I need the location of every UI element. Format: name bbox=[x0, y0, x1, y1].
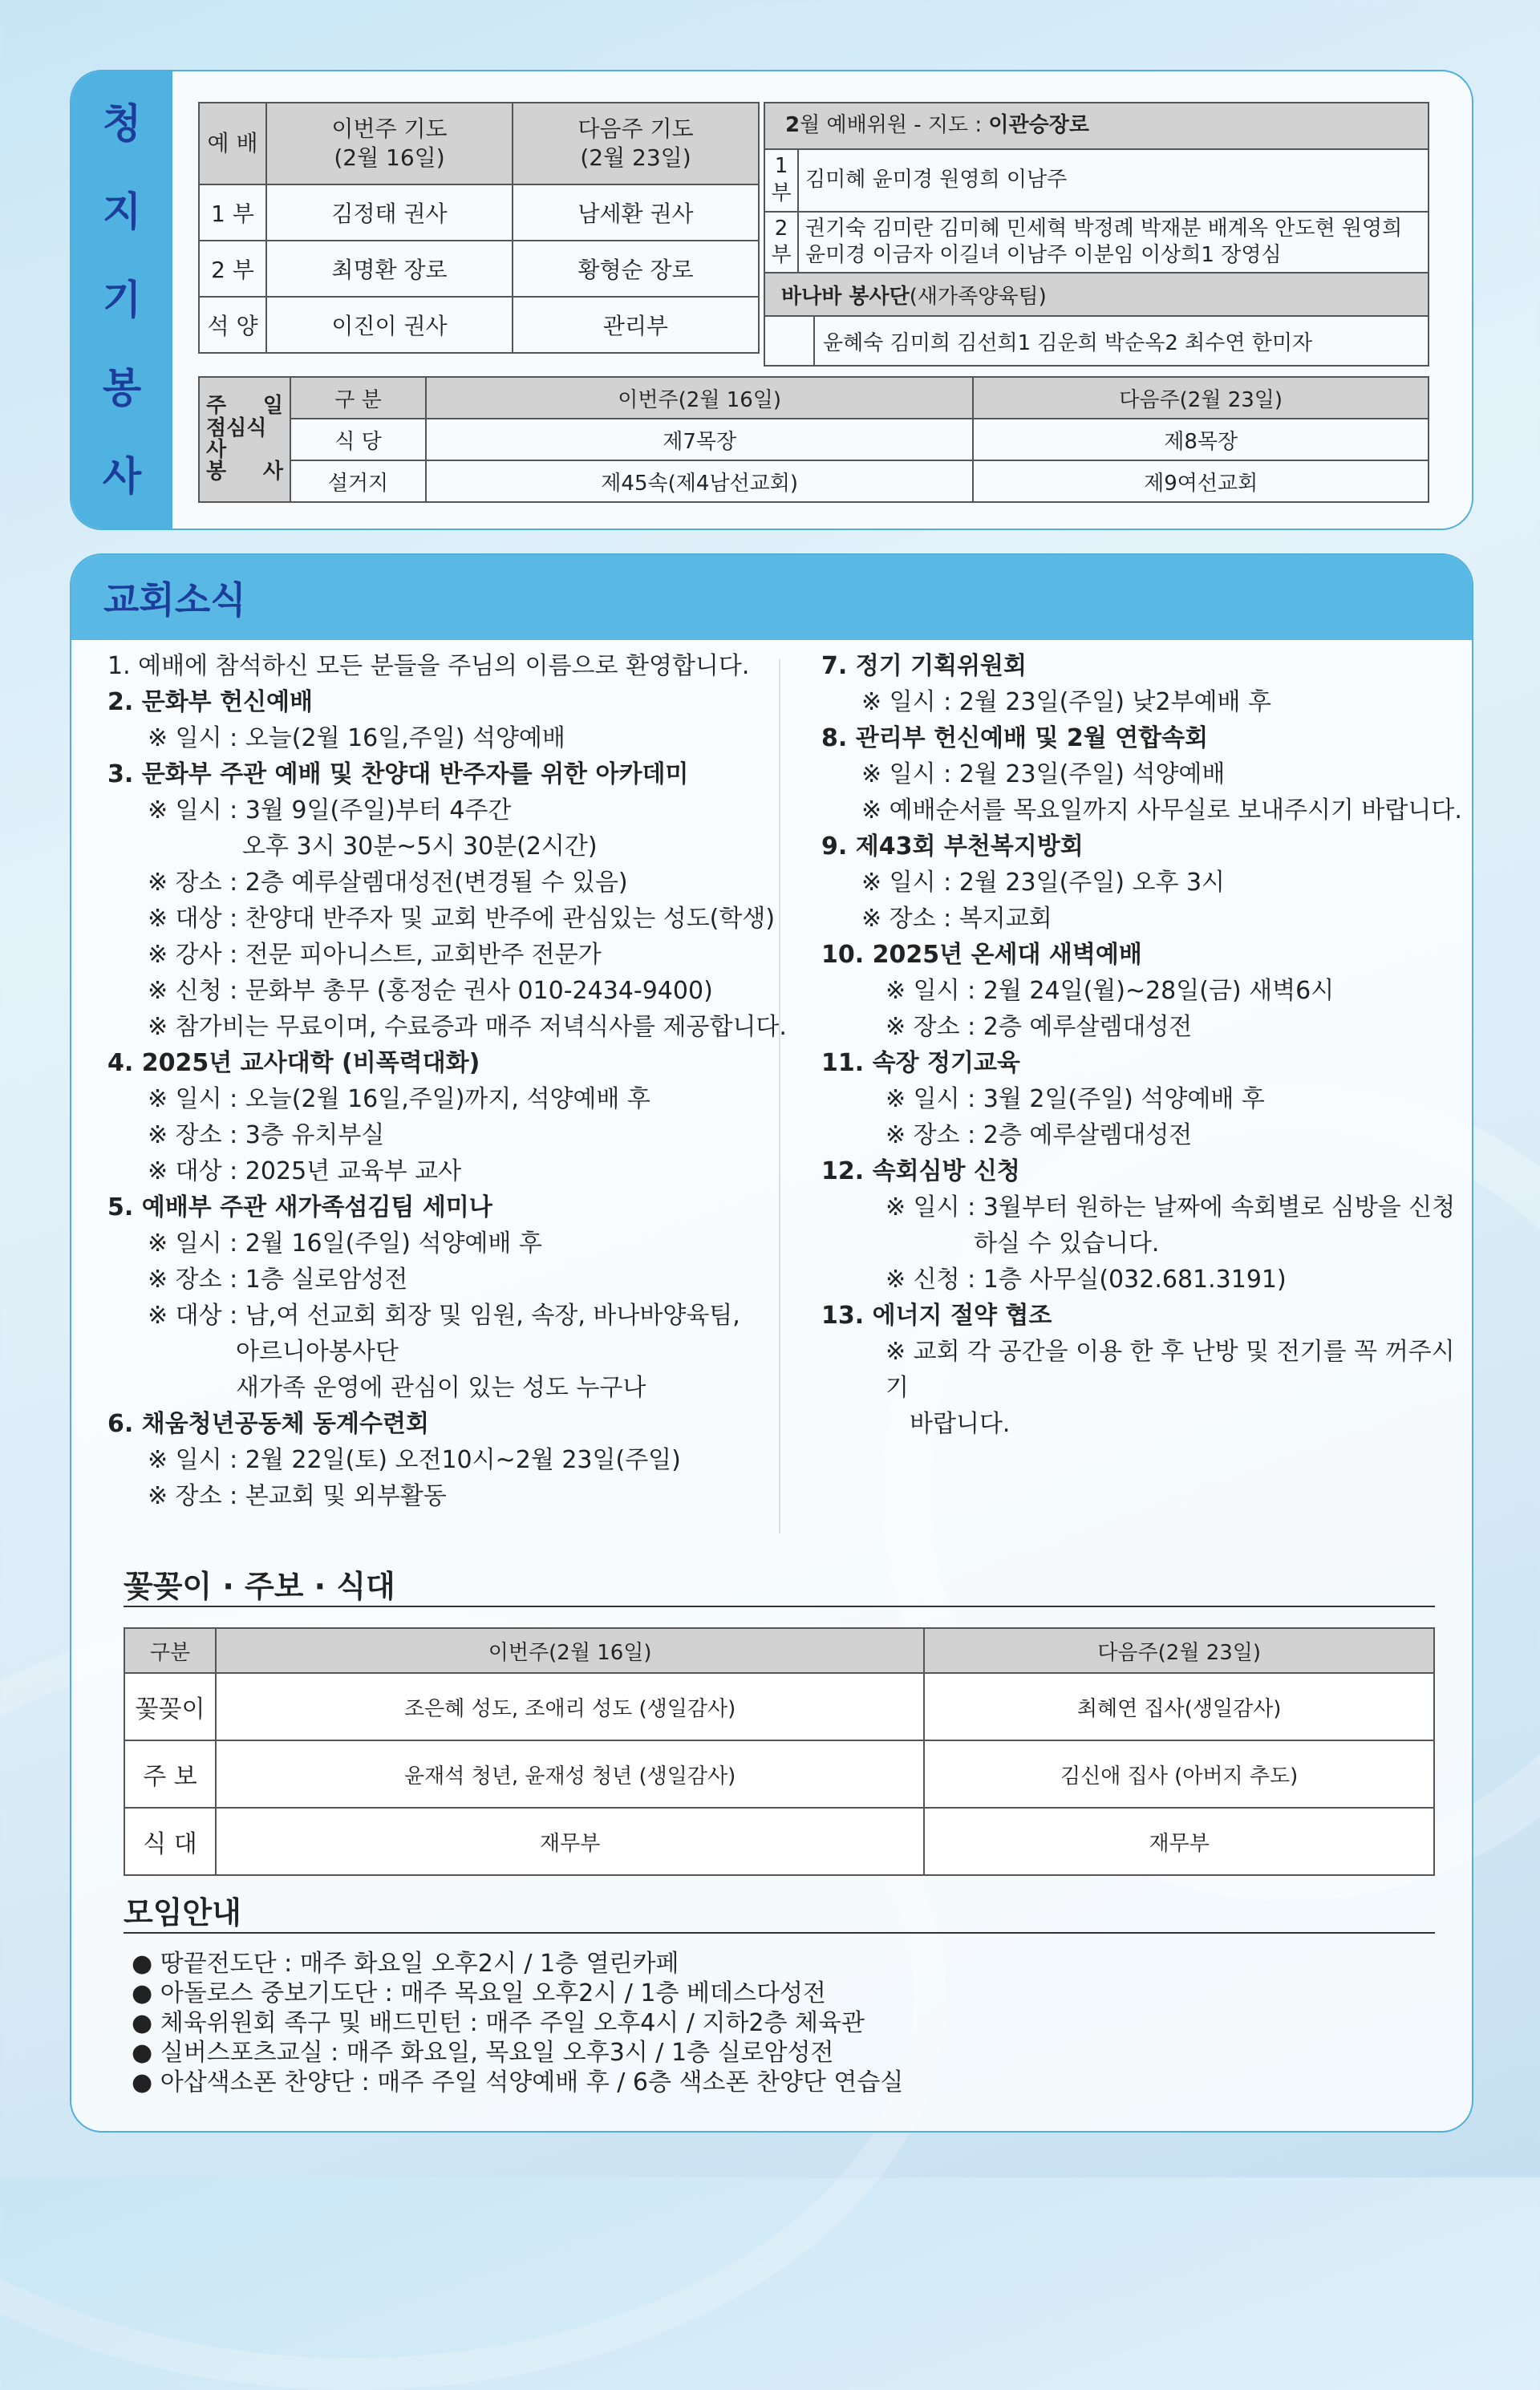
news-item-heading: 12. 속회심방 신청 bbox=[821, 1157, 1020, 1185]
table-cell: 식 당 bbox=[290, 419, 426, 460]
title-leader: 이관승장로 bbox=[988, 113, 1089, 138]
side-title-char: 지 bbox=[102, 188, 142, 235]
meetings-list bbox=[132, 1949, 903, 2097]
table-row bbox=[764, 212, 1429, 274]
service-number: 2부 bbox=[764, 212, 798, 274]
news-item-line: ※ 신청 : 1층 사무실(032.681.3191) bbox=[886, 1266, 1287, 1294]
table-header-row bbox=[199, 103, 759, 184]
table-row bbox=[199, 460, 1429, 502]
table-cell: 최명환 장로 bbox=[266, 241, 513, 297]
banaba-title-text: 바나바 봉사단 bbox=[781, 284, 910, 309]
news-item-heading: 2. 문화부 헌신예배 bbox=[107, 688, 314, 716]
news-item-heading: 10. 2025년 온세대 새벽예배 bbox=[821, 941, 1142, 969]
table-cell: 제7목장 bbox=[426, 419, 973, 460]
news-header bbox=[71, 555, 1472, 640]
table-header-row bbox=[199, 377, 1429, 419]
title-month: 2 bbox=[785, 113, 800, 138]
table-cell: 김신애 집사 (아버지 추도) bbox=[924, 1740, 1434, 1808]
news-title: 교회소식 bbox=[103, 578, 246, 622]
table-row bbox=[199, 184, 759, 241]
side-title-char: 봉 bbox=[102, 365, 142, 411]
banaba-title bbox=[764, 273, 1429, 316]
table-cell: 꽃꽂이 bbox=[124, 1673, 216, 1740]
news-item-line: ※ 장소 : 본교회 및 외부활동 bbox=[148, 1482, 447, 1510]
table-cell: 석 양 bbox=[199, 297, 266, 353]
table-header: 구 분 bbox=[290, 377, 426, 419]
table-header-row bbox=[764, 273, 1429, 316]
news-item-line: 바랍니다. bbox=[910, 1410, 1011, 1438]
news-item-line: ※ 일시 : 2월 24일(월)~28일(금) 새벽6시 bbox=[886, 977, 1335, 1005]
news-item-line: ※ 대상 : 찬양대 반주자 및 교회 반주에 관심있는 성도(학생) bbox=[148, 905, 776, 933]
list-item: ● 실버스포츠교실 : 매주 화요일, 목요일 오후3시 / 1층 실로암성전 bbox=[132, 2038, 903, 2068]
table-cell: 이진이 권사 bbox=[266, 297, 513, 353]
table-cell: 재무부 bbox=[216, 1808, 924, 1875]
news-item-heading: 13. 에너지 절약 협조 bbox=[821, 1302, 1052, 1330]
table-row bbox=[199, 297, 759, 353]
table-header: 다음주 기도 (2월 23일) bbox=[513, 103, 759, 184]
title-text: 월 예배위원 - 지도 : bbox=[800, 113, 989, 138]
table-cell: 제8목장 bbox=[973, 419, 1429, 460]
table-row bbox=[124, 1673, 1434, 1740]
worship-committee-table bbox=[764, 102, 1429, 274]
news-item-line: ※ 일시 : 2월 23일(주일) 낮2부예배 후 bbox=[861, 688, 1271, 716]
news-item-line: 1. 예배에 참석하신 모든 분들을 주님의 이름으로 환영합니다. bbox=[107, 652, 750, 680]
news-item-line: ※ 일시 : 3월 2일(주일) 석양예배 후 bbox=[886, 1085, 1265, 1113]
prayer-table bbox=[198, 102, 760, 354]
news-item-line: ※ 대상 : 2025년 교육부 교사 bbox=[148, 1157, 462, 1185]
table-cell: 제45속(제4남선교회) bbox=[426, 460, 973, 502]
list-item: ● 땅끝전도단 : 매주 화요일 오후2시 / 1층 열린카페 bbox=[132, 1949, 903, 1979]
banaba-team-table bbox=[764, 272, 1429, 367]
table-row bbox=[124, 1740, 1434, 1808]
table-row bbox=[764, 316, 1429, 366]
news-item-line: 오후 3시 30분~5시 30분(2시간) bbox=[242, 832, 598, 861]
label-line: 봉 사 bbox=[206, 460, 283, 484]
news-item-line: ※ 교회 각 공간을 이용 한 후 난방 및 전기를 꼭 꺼주시기 bbox=[886, 1338, 1455, 1402]
news-item-line: ※ 장소 : 2층 예루살렘대성전 bbox=[886, 1013, 1193, 1041]
table-cell: 재무부 bbox=[924, 1808, 1434, 1875]
news-item-line: 아르니아봉사단 bbox=[236, 1338, 399, 1366]
news-item-line: ※ 일시 : 2월 23일(주일) 석양예배 bbox=[861, 760, 1226, 788]
table-row bbox=[199, 419, 1429, 460]
news-item-heading: 7. 정기 기획위원회 bbox=[821, 652, 1027, 680]
news-item-heading: 3. 문화부 주관 예배 및 찬양대 반주자를 위한 아카데미 bbox=[107, 760, 689, 788]
member-names: 윤혜숙 김미희 김선희1 김운희 박순옥2 최수연 한미자 bbox=[814, 316, 1429, 366]
table-cell: 조은혜 성도, 조애리 성도 (생일감사) bbox=[216, 1673, 924, 1740]
news-item-heading: 9. 제43회 부천복지방회 bbox=[821, 832, 1084, 861]
news-item-heading: 6. 채움청년공동체 동계수련회 bbox=[107, 1410, 429, 1438]
table-cell: 황형순 장로 bbox=[513, 241, 759, 297]
table-cell: 제9여선교회 bbox=[973, 460, 1429, 502]
worship-committee-title bbox=[764, 103, 1429, 149]
news-item-heading: 5. 예배부 주관 새가족섬김팀 세미나 bbox=[107, 1193, 492, 1221]
news-item-heading: 8. 관리부 헌신예배 및 2월 연합속회 bbox=[821, 724, 1209, 752]
table-cell: 식 대 bbox=[124, 1808, 216, 1875]
flower-section-title: 꽃꽂이 · 주보 · 식대 bbox=[124, 1569, 395, 1604]
news-left-column bbox=[107, 648, 813, 1514]
table-cell: 설거지 bbox=[290, 460, 426, 502]
side-title-bar bbox=[71, 71, 172, 529]
news-item-line: ※ 장소 : 2층 예루살렘대성전 bbox=[886, 1121, 1193, 1149]
label-line: 주 일 bbox=[206, 394, 283, 419]
table-header: 이번주(2월 16일) bbox=[426, 377, 973, 419]
table-header-row bbox=[124, 1628, 1434, 1673]
news-item-heading: 4. 2025년 교사대학 (비폭력대화) bbox=[107, 1049, 480, 1077]
list-item: ● 아삽색소폰 찬양단 : 매주 주일 석양예배 후 / 6층 색소폰 찬양단 연습실 bbox=[132, 2068, 903, 2097]
table-cell: 주 보 bbox=[124, 1740, 216, 1808]
news-item-line: ※ 신청 : 문화부 총무 (홍정순 권사 010-2434-9400) bbox=[148, 977, 713, 1005]
table-cell: 1 부 bbox=[199, 184, 266, 241]
table-header: 다음주(2월 23일) bbox=[973, 377, 1429, 419]
news-item-line: ※ 일시 : 3월부터 원하는 날짜에 속회별로 심방을 신청 bbox=[886, 1193, 1456, 1221]
news-item-line: ※ 일시 : 2월 16일(주일) 석양예배 후 bbox=[148, 1229, 542, 1258]
table-header: 예 배 bbox=[199, 103, 266, 184]
lunch-service-label bbox=[199, 377, 290, 502]
news-item-line: ※ 장소 : 3층 유치부실 bbox=[148, 1121, 385, 1149]
section-divider bbox=[124, 1606, 1435, 1607]
table-row bbox=[124, 1808, 1434, 1875]
table-row bbox=[199, 241, 759, 297]
news-item-line: ※ 예배순서를 목요일까지 사무실로 보내주시기 바랍니다. bbox=[861, 796, 1462, 824]
church-news-panel bbox=[70, 553, 1473, 2133]
table-header: 다음주(2월 23일) bbox=[924, 1628, 1434, 1673]
news-item-line: ※ 일시 : 2월 22일(토) 오전10시~2월 23일(주일) bbox=[148, 1446, 681, 1474]
news-item-line: ※ 일시 : 2월 23일(주일) 오후 3시 bbox=[861, 869, 1226, 897]
table-cell: 김정태 권사 bbox=[266, 184, 513, 241]
news-item-line: ※ 장소 : 2층 예루살렘대성전(변경될 수 있음) bbox=[148, 869, 628, 897]
news-right-column bbox=[821, 648, 1463, 1442]
service-number: 1부 bbox=[764, 149, 798, 212]
volunteer-service-panel bbox=[70, 70, 1473, 530]
table-cell: 2 부 bbox=[199, 241, 266, 297]
lunch-service-table bbox=[198, 376, 1429, 503]
news-item-line: ※ 일시 : 3월 9일(주일)부터 4주간 bbox=[148, 796, 512, 824]
news-item-line: ※ 장소 : 복지교회 bbox=[861, 905, 1052, 933]
table-cell: 윤재석 청년, 윤재성 청년 (생일감사) bbox=[216, 1740, 924, 1808]
member-names: 김미혜 윤미경 원영희 이남주 bbox=[798, 149, 1429, 212]
table-header: 이번주(2월 16일) bbox=[216, 1628, 924, 1673]
table-header: 이번주 기도 (2월 16일) bbox=[266, 103, 513, 184]
meetings-section-title: 모임안내 bbox=[124, 1895, 241, 1930]
list-item: ● 아돌로스 중보기도단 : 매주 목요일 오후2시 / 1층 베데스다성전 bbox=[132, 1979, 903, 2008]
table-header: 구분 bbox=[124, 1628, 216, 1673]
news-item-heading: 11. 속장 정기교육 bbox=[821, 1049, 1020, 1077]
flower-bulletin-meal-table bbox=[124, 1627, 1435, 1876]
section-divider bbox=[124, 1932, 1435, 1934]
news-item-line: ※ 대상 : 남,여 선교회 회장 및 임원, 속장, 바나바양육팀, bbox=[148, 1302, 740, 1330]
news-item-line: ※ 강사 : 전문 피아니스트, 교회반주 전문가 bbox=[148, 941, 602, 969]
label-line: 점심식사 bbox=[206, 415, 267, 462]
member-names: 권기숙 김미란 김미혜 민세혁 박정례 박재분 배계옥 안도현 원영희 윤미경 이금자 이길녀 이남주 이분임 이상희1 장영심 bbox=[798, 212, 1429, 274]
news-item-line: ※ 참가비는 무료이며, 수료증과 매주 저녁식사를 제공합니다. bbox=[148, 1013, 787, 1041]
table-cell: 최혜연 집사(생일감사) bbox=[924, 1673, 1434, 1740]
news-item-line: ※ 장소 : 1층 실로암성전 bbox=[148, 1266, 408, 1294]
news-item-line: 새가족 운영에 관심이 있는 성도 누구나 bbox=[236, 1374, 646, 1402]
side-title-char: 청 bbox=[102, 100, 142, 147]
side-title-char: 기 bbox=[102, 277, 142, 323]
table-cell: 남세환 권사 bbox=[513, 184, 759, 241]
side-title-char: 사 bbox=[102, 453, 142, 500]
news-item-line: ※ 일시 : 오늘(2월 16일,주일)까지, 석양예배 후 bbox=[148, 1085, 650, 1113]
news-item-line: 하실 수 있습니다. bbox=[974, 1229, 1160, 1258]
table-cell bbox=[764, 316, 814, 366]
list-item: ● 체육위원회 족구 및 배드민턴 : 매주 주일 오후4시 / 지하2층 체육관 bbox=[132, 2008, 903, 2038]
table-header-row bbox=[764, 103, 1429, 149]
table-cell: 관리부 bbox=[513, 297, 759, 353]
table-row bbox=[764, 149, 1429, 212]
news-item-line: ※ 일시 : 오늘(2월 16일,주일) 석양예배 bbox=[148, 724, 565, 752]
banaba-subtitle: (새가족양육팀) bbox=[909, 284, 1047, 309]
